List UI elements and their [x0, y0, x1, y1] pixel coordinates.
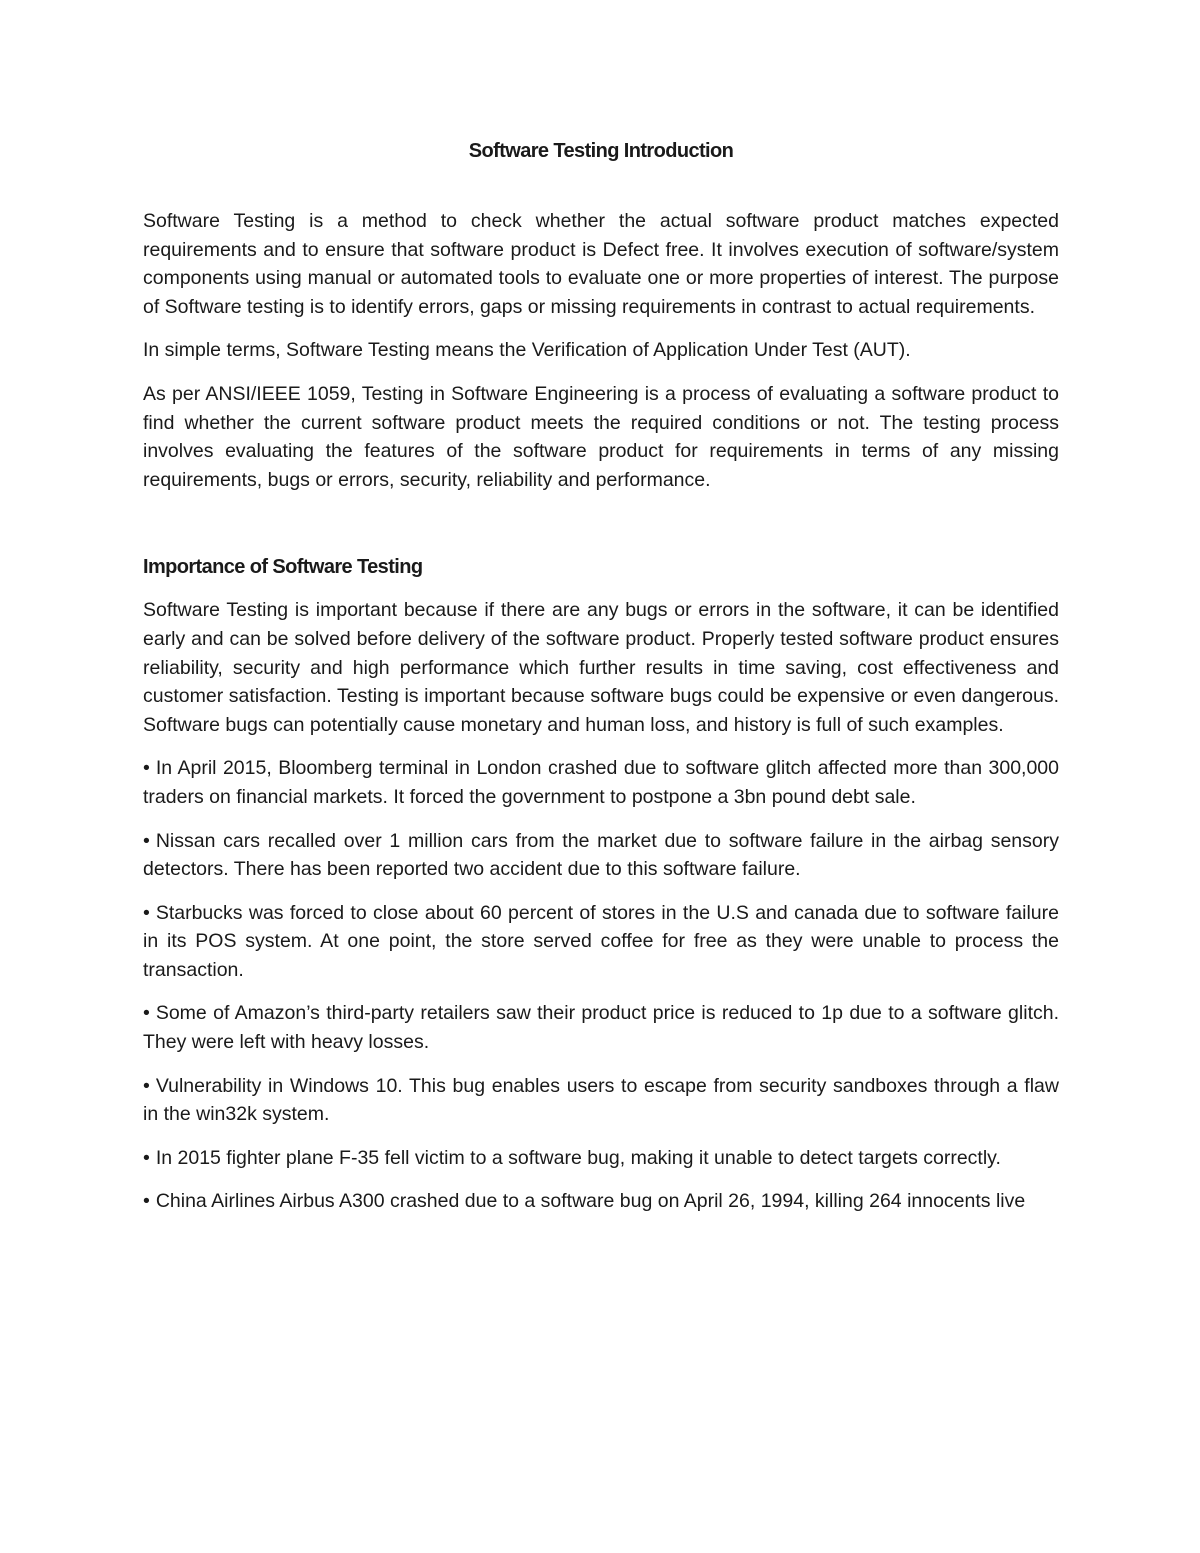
bullet-item [143, 999, 1059, 1056]
bullet-text: In 2015 fighter plane F-35 fell victim to a software bug, making it unable to detect targets correctly. [155, 1146, 1001, 1169]
bullet-marker: • [143, 1146, 150, 1169]
bullet-text: Nissan cars recalled over 1 million cars from the market due to software failure in the airbag sensory detectors. There has been reported two accident due to this software failure. [143, 829, 1059, 881]
bullet-text: Starbucks was forced to close about 60 percent of stores in the U.S and canada due to software failure in its POS system. At one point, the store served coffee for free as they were unable to process the transaction. [143, 901, 1059, 981]
intro-paragraph-2: In simple terms, Software Testing means the Verification of Application Under Test (AUT). [143, 339, 911, 362]
intro-paragraph-1: Software Testing is a method to check whether the actual software product matches expected requirements and to ensure that software product is Defect free. It involves execution of software/system components using manual or automated tools to evaluate one or more properties of interest. The purpose of Software testing is to identify errors, gaps or missing requirements in contrast to actual requirements. [143, 210, 1059, 318]
bullet-text: Some of Amazon’s third-party retailers saw their product price is reduced to 1p due to a software glitch. They were left with heavy losses. [143, 1002, 1059, 1054]
document-title: Software Testing Introduction [468, 140, 734, 162]
bullet-item [143, 899, 1059, 985]
bullet-text: Vulnerability in Windows 10. This bug enables users to escape from security sandboxes through a flaw in the win32k system. [143, 1074, 1059, 1126]
bullet-marker: • [143, 1190, 150, 1213]
section-paragraph: Software Testing is important because if there are any bugs or errors in the software, it can be identified early and can be solved before delivery of the software product. Properly tested software product ensures reliability, security and high performance which further results in time saving, cost effectiveness and customer satisfaction. Testing is important because software bugs could be expensive or even dangerous. Software bugs can potentially cause monetary and human loss, and history is full of such examples. [143, 599, 1059, 736]
bullet-item [143, 1187, 1059, 1216]
bullet-item [143, 754, 1059, 811]
section-heading: Importance of Software Testing [143, 556, 423, 579]
bullet-marker: • [143, 1074, 150, 1097]
bullet-marker: • [143, 829, 150, 852]
bullet-marker: • [143, 901, 150, 924]
bullet-text: In April 2015, Bloomberg terminal in London crashed due to software glitch affected more than 300,000 traders on financial markets. It forced the government to postpone a 3bn pound debt sale. [143, 757, 1059, 808]
bullet-item [143, 827, 1059, 884]
document-page [143, 140, 1059, 1216]
bullet-item [143, 1144, 1059, 1173]
bullet-list [143, 754, 1059, 1216]
bullet-marker: • [143, 1002, 150, 1025]
bullet-marker: • [143, 757, 150, 780]
bullet-text: China Airlines Airbus A300 crashed due to a software bug on April 26, 1994, killing 264 innocents live [155, 1190, 1026, 1213]
intro-paragraph-3: As per ANSI/IEEE 1059, Testing in Software Engineering is a process of evaluating a software product to find whether the current software product meets the required conditions or not. The testing process involves evaluating the features of the software product for requirements in terms of any missing requirements, bugs or errors, security, reliability and performance. [143, 382, 1059, 491]
bullet-item [143, 1072, 1059, 1129]
